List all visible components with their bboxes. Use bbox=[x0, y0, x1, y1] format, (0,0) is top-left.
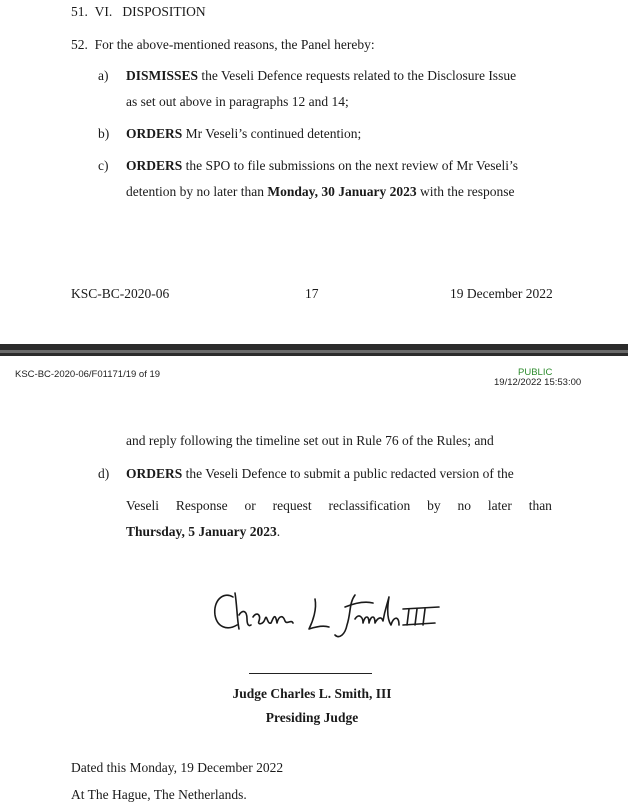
item-a-line-1 bbox=[126, 68, 516, 84]
footer-case-number: KSC-BC-2020-06 bbox=[71, 286, 170, 301]
item-c-weekday: Monday bbox=[267, 184, 315, 199]
section-number: 51. bbox=[71, 4, 88, 19]
item-c-line-2-start: detention by no later than bbox=[126, 184, 268, 199]
item-d-line-3 bbox=[126, 524, 280, 540]
item-c-comma: , bbox=[314, 184, 322, 199]
item-a-label: a) bbox=[98, 68, 109, 83]
item-d-date: 5 January 2023 bbox=[188, 524, 277, 539]
item-b-verb: ORDERS bbox=[126, 126, 183, 141]
handwritten-signature bbox=[205, 585, 450, 645]
item-d-text: the Veseli Defence to submit a public redacted version of the bbox=[182, 466, 514, 481]
item-d-label: d) bbox=[98, 466, 110, 481]
section-heading bbox=[71, 4, 206, 20]
item-b-label: b) bbox=[98, 126, 110, 141]
section-title: VI. DISPOSITION bbox=[94, 4, 206, 19]
word: no bbox=[457, 498, 471, 513]
item-a-line-2: as set out above in paragraphs 12 and 14; bbox=[126, 94, 349, 109]
paragraph-52 bbox=[71, 37, 375, 53]
header-document-id: KSC-BC-2020-06/F01171/19 of 19 bbox=[15, 369, 161, 380]
header-timestamp: 19/12/2022 15:53:00 bbox=[494, 377, 582, 388]
item-c-text: the SPO to file submissions on the next review of Mr Veseli’s bbox=[182, 158, 518, 173]
item-a-verb: DISMISSES bbox=[126, 68, 199, 83]
signatory-name bbox=[212, 686, 412, 702]
word: later bbox=[487, 498, 512, 513]
word: reclassification bbox=[328, 498, 411, 513]
item-c-verb: ORDERS bbox=[126, 158, 183, 173]
item-b-line bbox=[126, 126, 361, 142]
signatory-role-text: Presiding Judge bbox=[265, 710, 359, 725]
footer-date: 19 December 2022 bbox=[450, 286, 553, 301]
item-b-text: Mr Veseli’s continued detention; bbox=[182, 126, 362, 141]
signature-line bbox=[249, 673, 372, 674]
paragraph-number: 52. bbox=[71, 37, 88, 52]
item-d-line-1 bbox=[126, 466, 514, 482]
header-classification: PUBLIC bbox=[518, 367, 553, 378]
item-d-comma: , bbox=[181, 524, 189, 539]
dated-line: Dated this Monday, 19 December 2022 bbox=[71, 760, 284, 775]
item-c-line-2 bbox=[126, 184, 514, 200]
word: by bbox=[427, 498, 441, 513]
item-c-continued: and reply following the timeline set out in Rule 76 of the Rules; and bbox=[126, 433, 494, 448]
word: Veseli bbox=[126, 498, 159, 513]
item-d-verb: ORDERS bbox=[126, 466, 183, 481]
word: than bbox=[528, 498, 552, 513]
word: request bbox=[272, 498, 312, 513]
item-d-period: . bbox=[276, 524, 281, 539]
word: Response bbox=[175, 498, 228, 513]
signatory-name-text: Judge Charles L. Smith, III bbox=[232, 686, 392, 701]
page-separator bbox=[0, 344, 628, 356]
place-line: At The Hague, The Netherlands. bbox=[71, 787, 247, 802]
footer-page-number: 17 bbox=[305, 286, 319, 301]
paragraph-text: For the above-mentioned reasons, the Panel hereby: bbox=[94, 37, 375, 52]
signatory-role bbox=[212, 710, 412, 726]
item-c-label: c) bbox=[98, 158, 109, 173]
item-c-date: 30 January 2023 bbox=[321, 184, 417, 199]
item-d-weekday: Thursday bbox=[126, 524, 182, 539]
item-a-text: the Veseli Defence requests related to the Disclosure Issue bbox=[198, 68, 517, 83]
word: or bbox=[244, 498, 256, 513]
item-c-line-2-end: with the response bbox=[416, 184, 515, 199]
item-d-line-2 bbox=[126, 498, 552, 514]
item-c-line-1 bbox=[126, 158, 518, 174]
